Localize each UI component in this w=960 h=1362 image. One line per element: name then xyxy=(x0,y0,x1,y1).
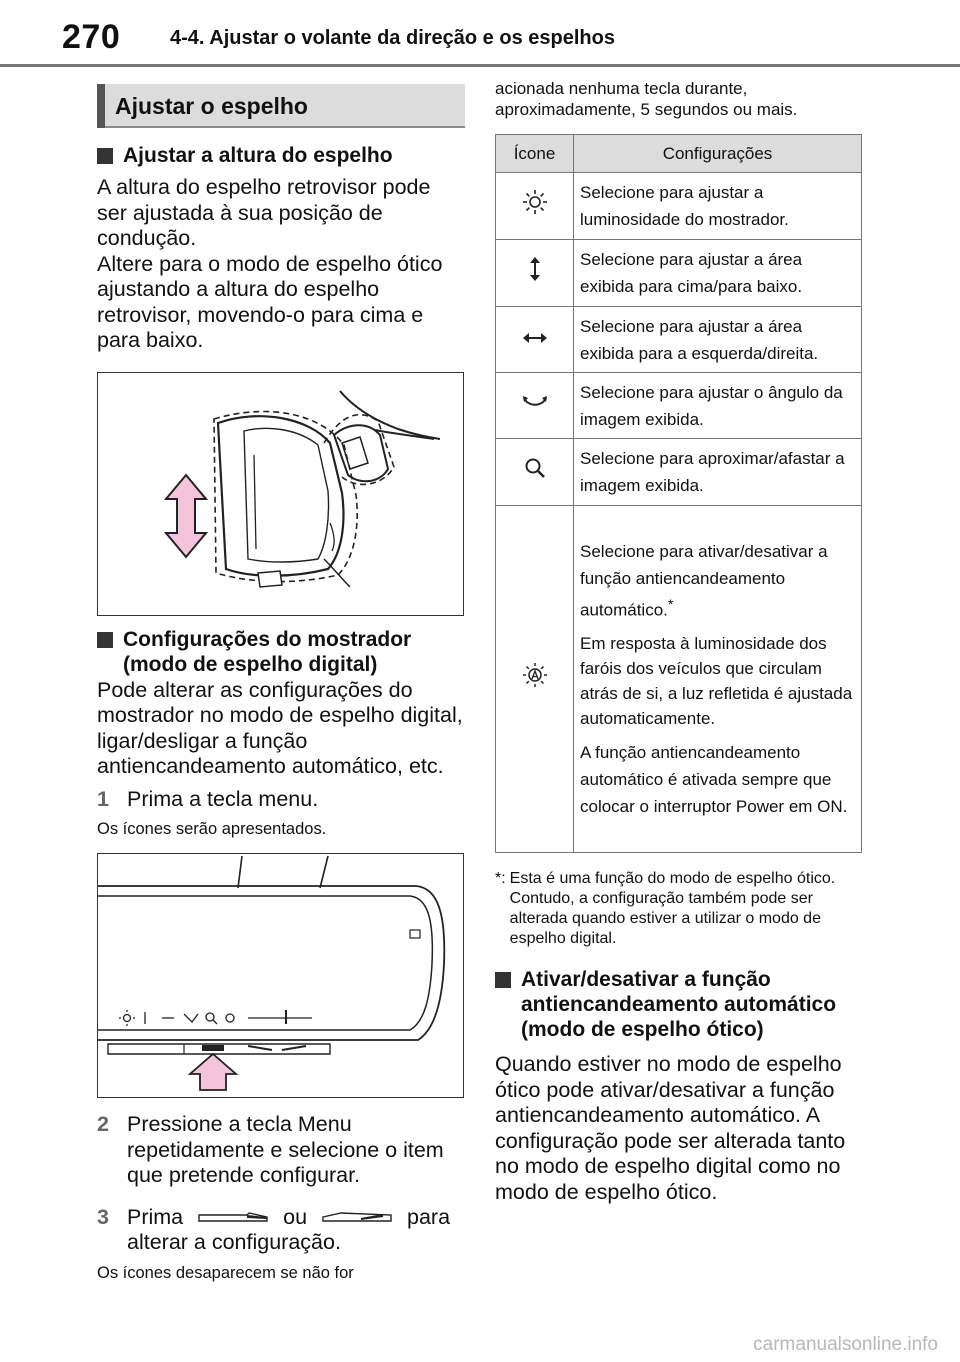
table-cell: Selecione para ajustar o ângulo da imagem exibida. xyxy=(574,373,862,439)
bullet-square-icon xyxy=(97,148,113,164)
subheading-text: Ajustar a altura do espelho xyxy=(123,144,393,167)
step-1 xyxy=(97,787,465,813)
subheading-auto-dimming xyxy=(495,967,865,1042)
zoom-icon xyxy=(524,457,546,479)
footnote-mark: * xyxy=(667,596,674,613)
table-cell: Selecione para ajustar a luminosidade do mostrador. xyxy=(574,173,862,240)
left-column xyxy=(97,84,465,1283)
table-row xyxy=(496,240,862,307)
table-row xyxy=(496,373,862,439)
chapter-title: 4-4. Ajustar o volante da direção e os espelhos xyxy=(170,27,615,49)
table-header-icon: Ícone xyxy=(496,135,574,173)
step-text-part: Prima xyxy=(127,1204,184,1229)
mirror-menu-illustration xyxy=(97,853,464,1098)
subheading-mirror-height xyxy=(97,143,465,168)
paragraph: Pode alterar as configurações do mostrador no modo de espelho digital, ligar/desligar a função antiencandeamento automático, etc. xyxy=(97,677,463,778)
horizontal-arrows-icon xyxy=(522,331,548,345)
right-button-icon xyxy=(321,1211,393,1225)
table-cell-text: A função antiencandeamento automático é ativada sempre que colocar o interruptor Power em ON. xyxy=(580,743,848,817)
auto-dimming-icon xyxy=(522,662,548,688)
left-button-icon xyxy=(197,1211,269,1225)
mirror-height-illustration xyxy=(97,372,464,616)
brightness-icon xyxy=(522,189,548,215)
step-text-part: ou xyxy=(283,1204,308,1229)
page-header xyxy=(0,0,960,66)
section-title-bar xyxy=(97,84,465,128)
table-cell-text: Selecione para ativar/desativar a função antiencandeamento automático. xyxy=(580,541,828,620)
step-number: 1 xyxy=(97,786,109,811)
tilt-icon xyxy=(522,395,548,411)
table-header-row xyxy=(496,135,862,173)
table-cell xyxy=(574,506,862,853)
step-2 xyxy=(97,1112,465,1189)
step-text: Pressione a tecla Menu repetidamente e selecione o item que pretende configurar. xyxy=(127,1112,444,1187)
vertical-arrows-icon xyxy=(528,256,542,282)
table-cell-text xyxy=(580,538,855,624)
step-3 xyxy=(97,1205,465,1256)
footnote xyxy=(495,869,865,949)
step-note: Os ícones serão apresentados. xyxy=(97,820,327,838)
step-number: 2 xyxy=(97,1112,109,1136)
table-row xyxy=(496,439,862,506)
subheading-display-settings xyxy=(97,627,465,677)
bullet-square-icon xyxy=(97,632,113,648)
table-cell: Selecione para ajustar a área exibida para cima/para baixo. xyxy=(574,240,862,307)
page-number: 270 xyxy=(62,18,121,56)
bullet-square-icon xyxy=(495,972,511,988)
step-number: 3 xyxy=(97,1204,109,1229)
right-column xyxy=(495,78,865,1205)
subheading-text: Configurações do mostrador (modo de espelho digital) xyxy=(123,627,412,676)
step-text: Prima a tecla menu. xyxy=(127,786,319,811)
table-header-settings: Configurações xyxy=(574,135,862,173)
table-cell-text: Em resposta à luminosidade dos faróis dos veículos que circulam atrás de si, a luz refletida é ajustada automaticamente. xyxy=(580,634,853,729)
up-arrow-icon xyxy=(190,1054,236,1090)
up-down-arrow-icon xyxy=(166,475,206,557)
step-text-part: alterar a configuração. xyxy=(127,1230,341,1254)
step-text xyxy=(127,1205,450,1256)
table-row xyxy=(496,506,862,853)
section-title: Ajustar o espelho xyxy=(115,93,308,119)
paragraph: Quando estiver no modo de espelho ótico pode ativar/desativar a função antiencandeamento automático. A configuração pode ser alterada tanto no modo de espelho digital como no modo de espelho ótico. xyxy=(495,1052,846,1204)
subheading-text: Ativar/desativar a função antiencandeamento automático (modo de espelho ótico) xyxy=(521,968,837,1041)
watermark: carmanualsonline.info xyxy=(753,1334,938,1355)
paragraph: acionada nenhuma tecla durante, aproximadamente, 5 segundos ou mais. xyxy=(495,79,798,119)
footnote-text: Esta é uma função do modo de espelho ótico. Contudo, a configuração também pode ser alterada quando estiver a utilizar o modo de espelho digital. xyxy=(509,870,836,947)
step-note: Os ícones desaparecem se não for xyxy=(97,1263,354,1282)
table-cell: Selecione para aproximar/afastar a imagem exibida. xyxy=(574,439,862,506)
footnote-mark: *: xyxy=(495,870,506,887)
table-row xyxy=(496,307,862,373)
paragraph: A altura do espelho retrovisor pode ser ajustada à sua posição de condução. xyxy=(97,175,431,250)
icon-settings-table xyxy=(495,134,862,853)
paragraph: Altere para o modo de espelho ótico ajustando a altura do espelho retrovisor, movendo-o para cima e para baixo. xyxy=(97,251,443,352)
table-row xyxy=(496,173,862,240)
table-cell: Selecione para ajustar a área exibida para a esquerda/direita. xyxy=(574,307,862,373)
header-rule xyxy=(0,64,960,67)
step-text-part: para xyxy=(407,1204,451,1229)
